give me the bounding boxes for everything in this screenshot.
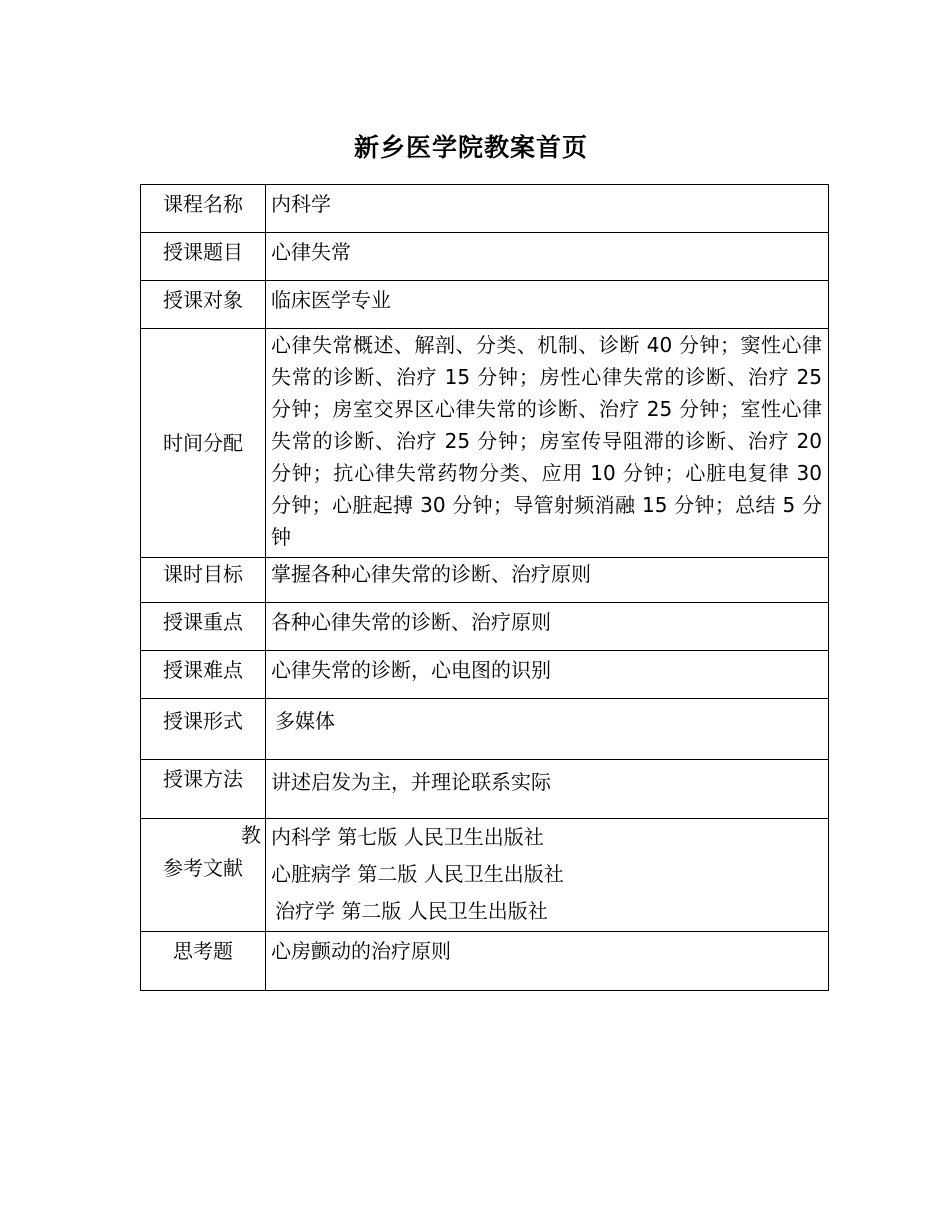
objective-value: 掌握各种心律失常的诊断、治疗原则 xyxy=(266,558,829,603)
row-audience xyxy=(141,281,829,329)
questions-value: 心房颤动的治疗原则 xyxy=(266,932,829,991)
references-label-cell xyxy=(141,819,266,932)
audience-value: 临床医学专业 xyxy=(266,281,829,329)
time-allocation-value: 心律失常概述、解剖、分类、机制、诊断 40 分钟；窦性心律失常的诊断、治疗 15 分钟；房性心律失常的诊断、治疗 25 分钟；房室交界区心律失常的诊断、治疗 25 分钟；室性心律失常的诊断、治疗 25 分钟；房室传导阻滞的诊断、治疗 20 分钟；抗心律失常药物分类、应用 10 分钟；心脏电复律 30 分钟；心脏起搏 30 分钟；导管射频消融 15 分钟；总结 5 分钟 xyxy=(271,333,822,549)
row-course-name xyxy=(141,185,829,233)
method-label: 授课方法 xyxy=(141,760,266,819)
format-value: 多媒体 xyxy=(266,699,829,760)
questions-label: 思考题 xyxy=(141,932,266,991)
method-value: 讲述启发为主，并理论联系实际 xyxy=(266,760,829,819)
course-name-label: 课程名称 xyxy=(141,185,266,233)
references-list xyxy=(266,819,829,932)
key-points-label: 授课重点 xyxy=(141,603,266,651)
reference-item: 内科学 第七版 人民卫生出版社 xyxy=(271,825,544,849)
lesson-plan-table xyxy=(140,184,829,991)
topic-label: 授课题目 xyxy=(141,233,266,281)
row-references xyxy=(141,819,829,932)
row-time-allocation xyxy=(141,329,829,558)
page-title: 新乡医学院教案首页 xyxy=(353,133,588,162)
row-topic xyxy=(141,233,829,281)
row-format xyxy=(141,699,829,760)
reference-item: 治疗学 第二版 人民卫生出版社 xyxy=(275,899,548,923)
time-allocation-cell xyxy=(266,329,829,558)
references-label: 参考文献 xyxy=(163,856,243,880)
topic-value: 心律失常 xyxy=(266,233,829,281)
time-allocation-label: 时间分配 xyxy=(141,329,266,558)
row-key-points xyxy=(141,603,829,651)
objective-label: 课时目标 xyxy=(141,558,266,603)
difficulties-value: 心律失常的诊断，心电图的识别 xyxy=(266,651,829,699)
row-objective xyxy=(141,558,829,603)
key-points-value: 各种心律失常的诊断、治疗原则 xyxy=(266,603,829,651)
row-method xyxy=(141,760,829,819)
row-difficulties xyxy=(141,651,829,699)
references-label-prefix: 教 xyxy=(241,823,261,847)
difficulties-label: 授课难点 xyxy=(141,651,266,699)
audience-label: 授课对象 xyxy=(141,281,266,329)
row-questions xyxy=(141,932,829,991)
format-label: 授课形式 xyxy=(141,699,266,760)
reference-item: 心脏病学 第二版 人民卫生出版社 xyxy=(271,862,564,886)
course-name-value: 内科学 xyxy=(266,185,829,233)
